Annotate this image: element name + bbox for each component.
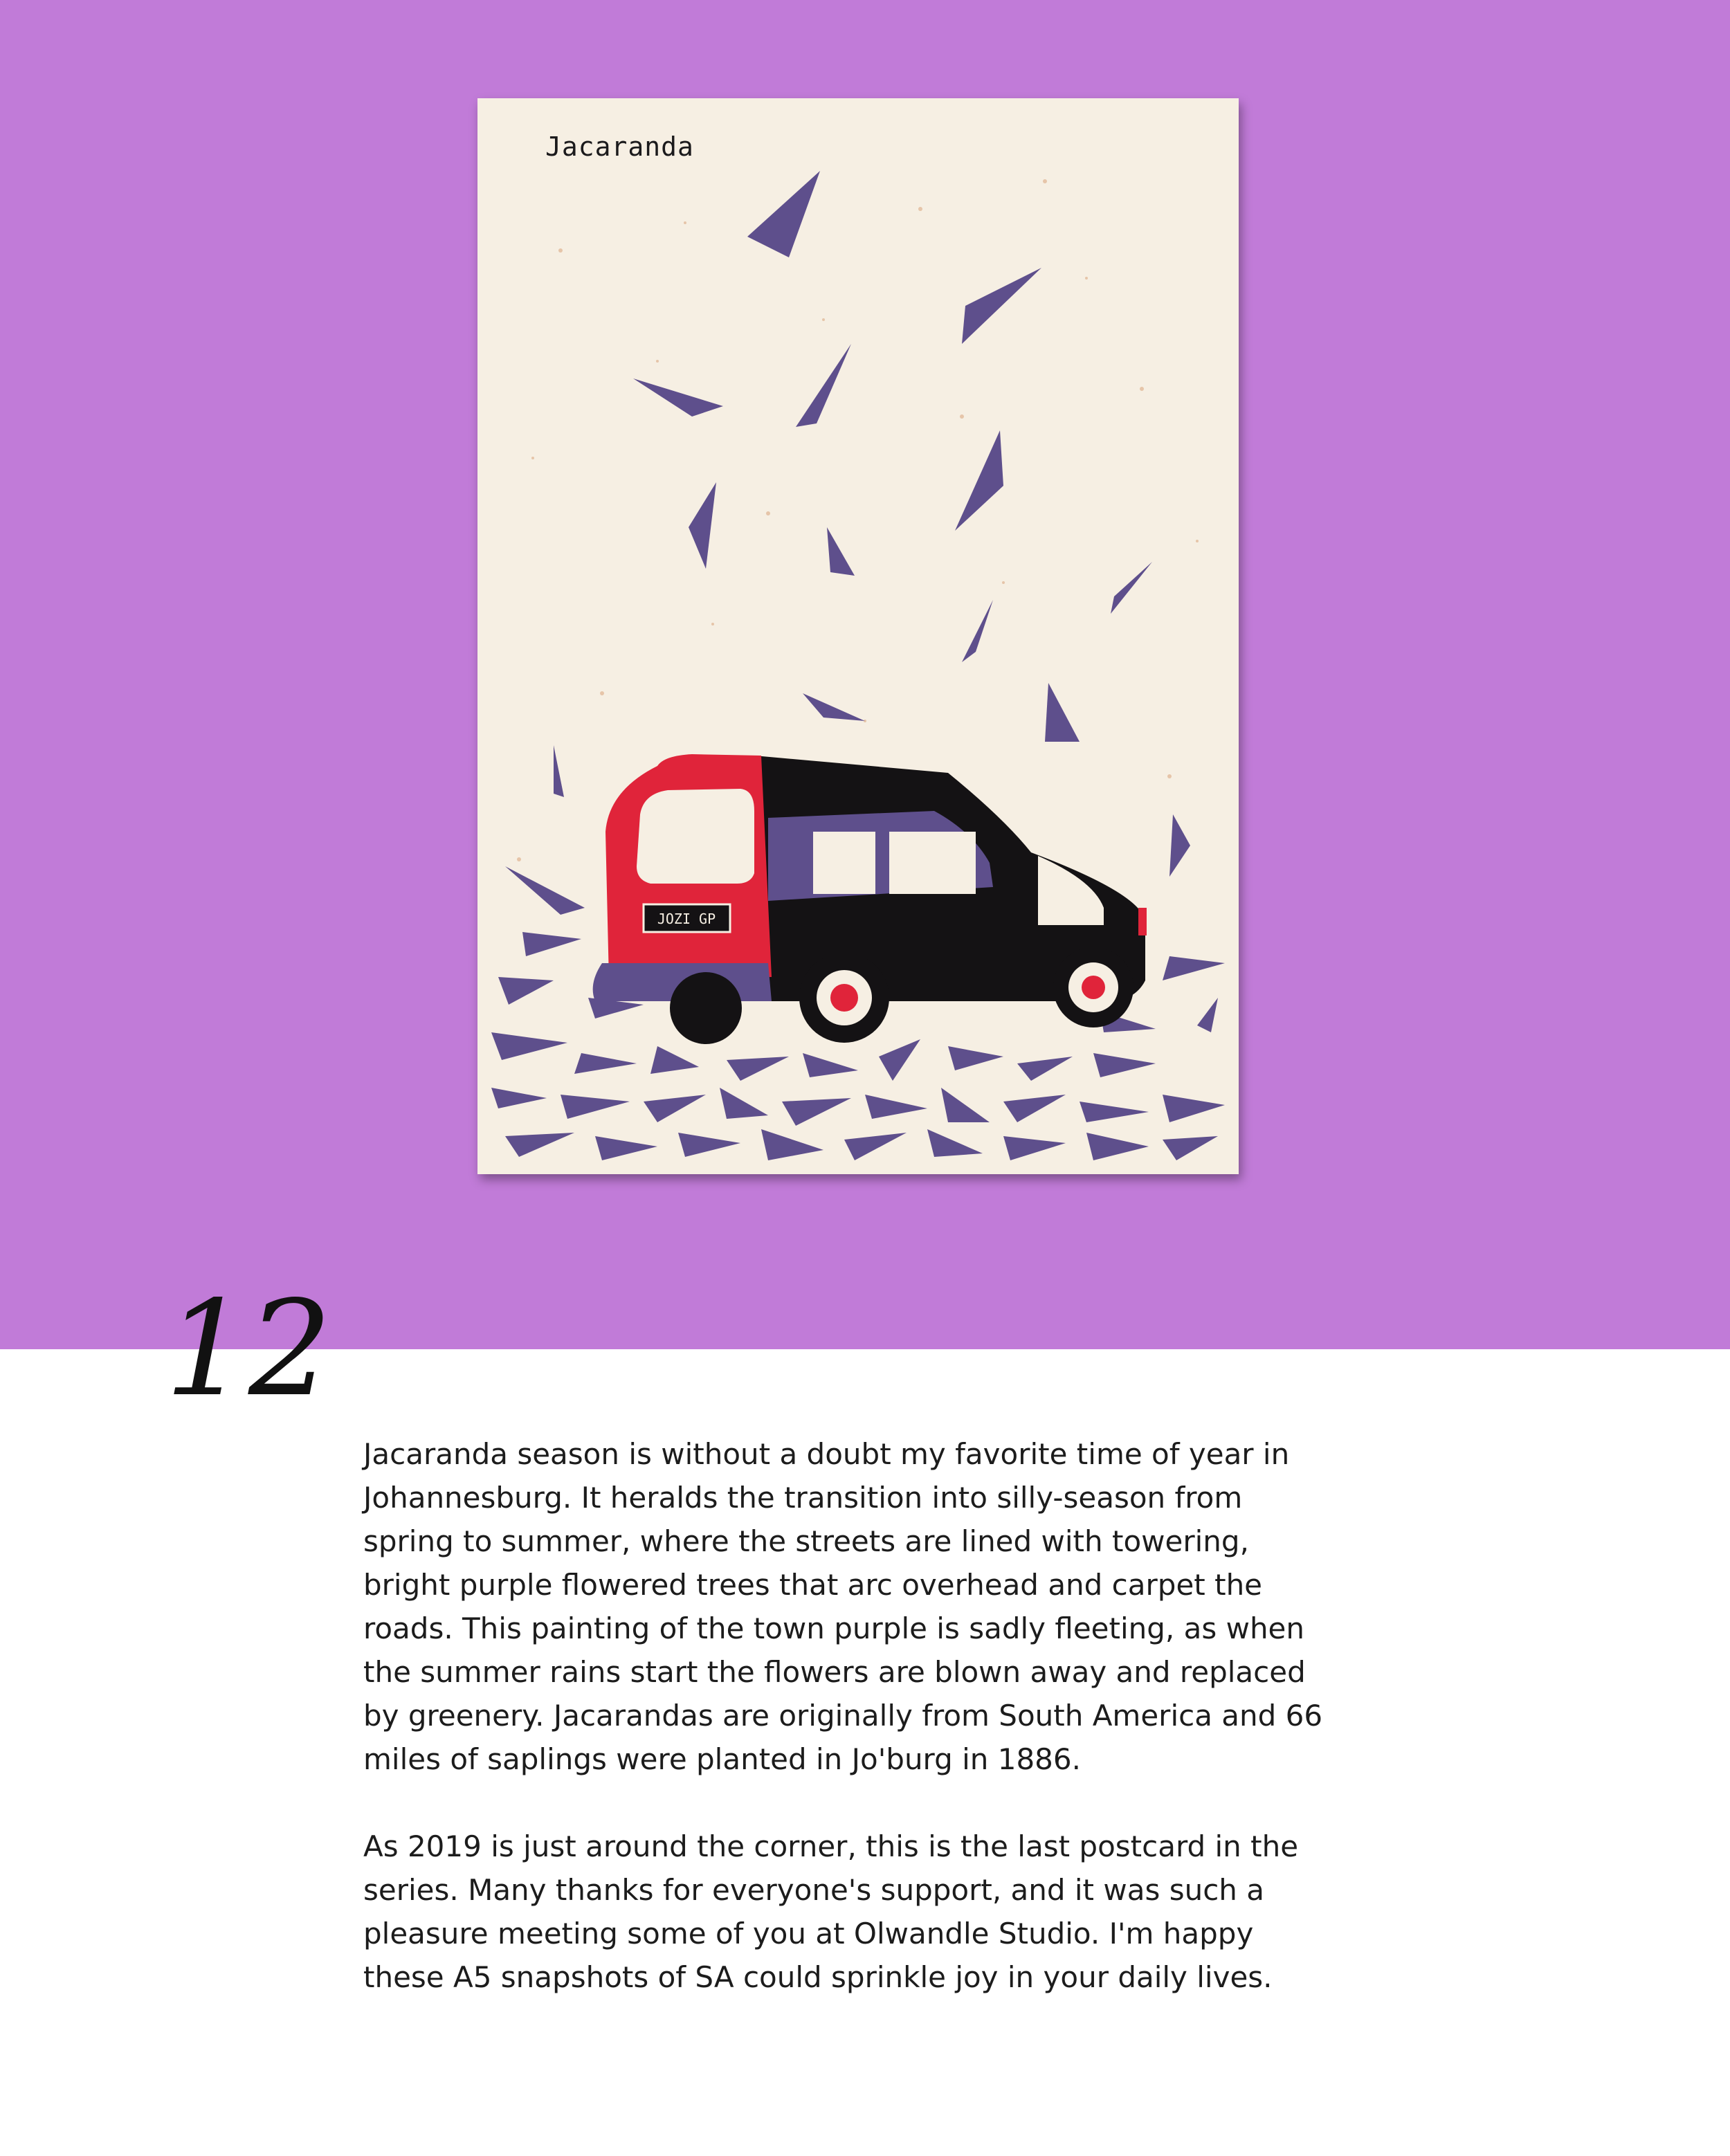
paragraph-2: As 2019 is just around the corner, this is the last postcard in the series. Many thanks for everyone's support, and it was such a pleasure meeting some of you at Olwandle Studio. I'm happy these A5 snapshots of SA could sprinkle joy in your daily lives. — [363, 1829, 1299, 1994]
number-plate: JOZI GP — [657, 911, 716, 927]
van-illustration — [593, 754, 1147, 1044]
page-number: 12 — [165, 1272, 332, 1425]
article-body — [363, 1432, 1554, 1999]
postcard-illustration — [477, 98, 1239, 1174]
postcard-image — [477, 98, 1239, 1174]
paper-speckles — [517, 179, 1199, 861]
postcard-title: Jacaranda — [545, 131, 694, 162]
paragraph-1: Jacaranda season is without a doubt my favorite time of year in Johannesburg. It heralds the transition into silly-season from spring to summer, where the streets are lined with towering, bright purple flowered trees that arc overhead and carpet the roads. This painting of the town purple is sadly fleeting, as when the summer rains start the flowers are blown away and replaced by greenery. Jacarandas are originally from South America and 66 miles of saplings were planted in Jo'burg in 1886. — [363, 1437, 1323, 1776]
